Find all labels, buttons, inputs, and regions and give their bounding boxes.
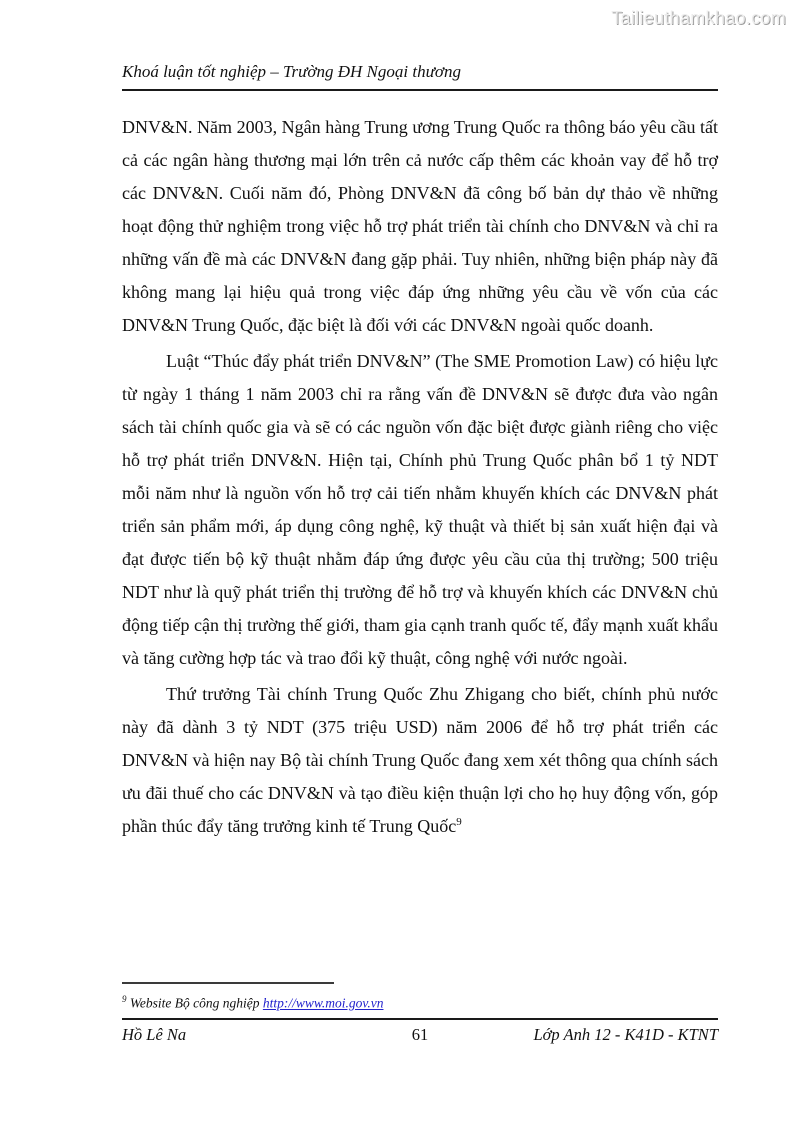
page-footer: [122, 1018, 718, 1045]
footnote-text-line: [122, 990, 718, 1013]
footer-class-label: Lớp Anh 12 - K41D - KTNT: [533, 1025, 718, 1044]
footnote-text: Website Bộ công nghiệp: [126, 995, 263, 1011]
footnote-block: [122, 982, 718, 1013]
footer-author: Hồ Lê Na: [122, 1025, 187, 1044]
paragraph: Luật “Thúc đẩy phát triển DNV&N” (The SME Promotion Law) có hiệu lực từ ngày 1 tháng 1 năm 2003 chỉ ra rằng vấn đề DNV&N sẽ được đưa vào ngân sách tài chính quốc gia và sẽ có các nguồn vốn đặc biệt được giành riêng cho việc hỗ trợ phát triển DNV&N. Hiện tại, Chính phủ Trung Quốc phân bổ 1 tỷ NDT mỗi năm như là nguồn vốn hỗ trợ cải tiến nhằm khuyến khích các DNV&N phát triển sản phẩm mới, áp dụng công nghệ, kỹ thuật và thiết bị sản xuất hiện đại và đạt được tiến bộ kỹ thuật nhằm đáp ứng được yêu cầu của thị trường; 500 triệu NDT như là quỹ phát triển thị trường để hỗ trợ và khuyến khích các DNV&N chủ động tiếp cận thị trường thế giới, tham gia cạnh tranh quốc tế, đẩy mạnh xuất khẩu và tăng cường hợp tác và trao đổi kỹ thuật, công nghệ với nước ngoài.: [122, 351, 718, 668]
paragraph: [122, 678, 718, 843]
site-watermark: Tailieuthamkhao.com: [611, 8, 786, 28]
document-body: [122, 111, 718, 846]
footnote-separator: [122, 982, 334, 984]
paragraph-text: Thứ trưởng Tài chính Trung Quốc Zhu Zhigang cho biết, chính phủ nước này đã dành 3 tỷ NDT (375 triệu USD) năm 2006 để hỗ trợ phát triển các DNV&N và hiện nay Bộ tài chính Trung Quốc đang xem xét thông qua chính sách ưu đãi thuế cho các DNV&N và tạo điều kiện thuận lợi cho họ huy động vốn, góp phần thúc đẩy tăng trưởng kinh tế Trung Quốc: [122, 684, 718, 836]
paragraph: DNV&N. Năm 2003, Ngân hàng Trung ương Trung Quốc ra thông báo yêu cầu tất cả các ngân hàng thương mại lớn trên cả nước cấp thêm các khoản vay để hỗ trợ các DNV&N. Cuối năm đó, Phòng DNV&N đã công bố bản dự thảo về những hoạt động thử nghiệm trong việc hỗ trợ phát triển tài chính cho DNV&N và chỉ ra những vấn đề mà các DNV&N đang gặp phải. Tuy nhiên, những biện pháp này đã không mang lại hiệu quả trong việc đáp ứng những yêu cầu về vốn của các DNV&N Trung Quốc, đặc biệt là đối với các DNV&N ngoài quốc doanh.: [122, 117, 718, 335]
footnote-marker: 9: [122, 994, 127, 1004]
header-title: Khoá luận tốt nghiệp – Trường ĐH Ngoại thương: [122, 62, 461, 81]
page-header: [122, 60, 718, 91]
footnote-link[interactable]: http://www.moi.gov.vn: [262, 995, 384, 1011]
footnote-reference: 9: [456, 816, 462, 828]
footer-page-number: 61: [411, 1025, 429, 1044]
